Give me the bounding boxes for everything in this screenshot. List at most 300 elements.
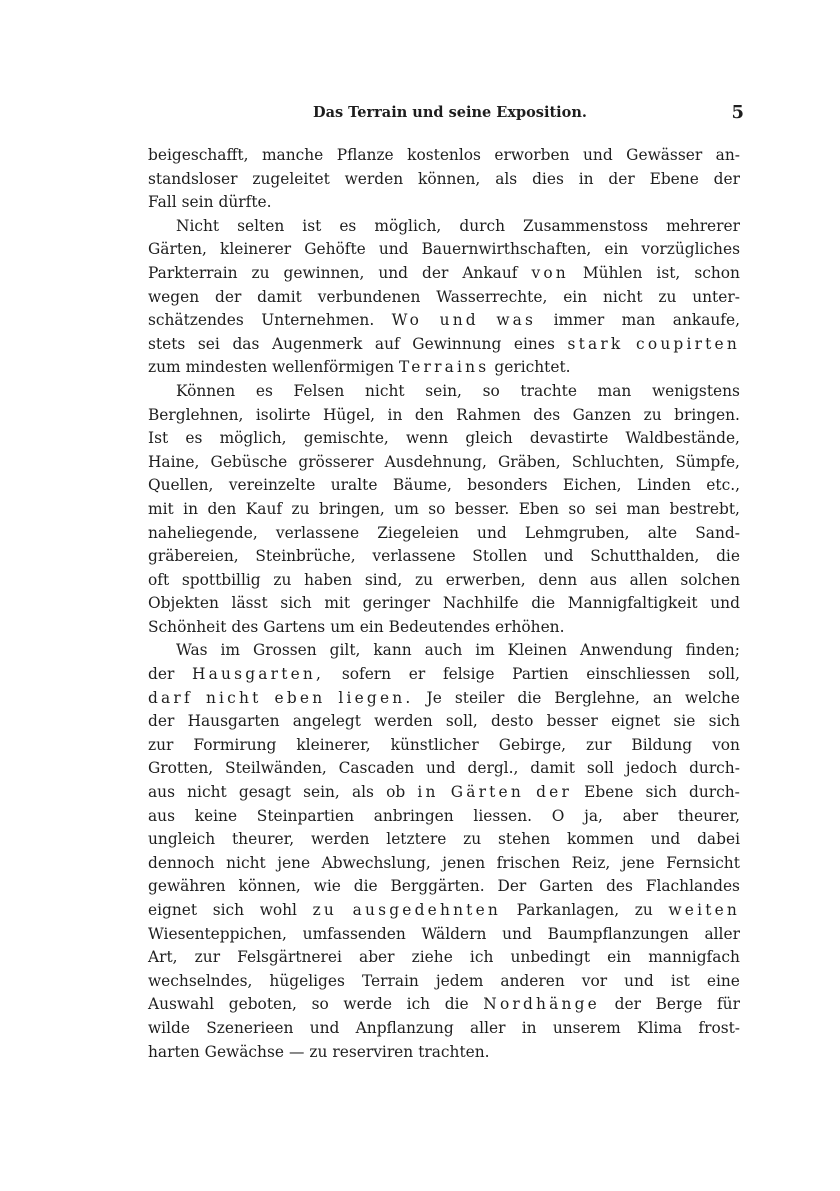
- word: geboten,: [228, 995, 297, 1014]
- word: in: [417, 783, 439, 802]
- word: der: [608, 169, 635, 188]
- word: Je: [426, 688, 442, 707]
- word: sich: [280, 594, 312, 613]
- word: liessen.: [473, 806, 533, 825]
- word: anderen: [500, 971, 565, 990]
- word: ist: [670, 971, 690, 990]
- word: Ganzen: [572, 405, 632, 424]
- word: Terrain: [361, 971, 419, 990]
- word: hügeliges: [269, 971, 345, 990]
- word: so: [568, 499, 586, 518]
- word: zu: [309, 1042, 328, 1061]
- word: Der: [497, 877, 527, 896]
- word: solchen: [680, 570, 740, 589]
- word: Sümpfe,: [675, 452, 740, 471]
- word: und: [502, 924, 532, 943]
- word: steiler: [454, 688, 505, 707]
- word: wegen: [148, 287, 200, 306]
- word: gleich: [465, 429, 513, 448]
- word: Mannigfaltigkeit: [567, 594, 698, 613]
- word: Wäldern: [421, 924, 487, 943]
- word: dürfte.: [218, 193, 272, 212]
- word: mindesten: [185, 358, 268, 377]
- word: Ebene: [649, 169, 699, 188]
- word: wohl: [259, 901, 297, 919]
- word: Wo: [391, 311, 423, 330]
- page-header: [0, 102, 840, 128]
- word: auch: [424, 641, 463, 660]
- word: der: [214, 287, 242, 306]
- word: Stollen: [472, 547, 528, 566]
- word: und: [378, 240, 409, 259]
- text-line: [148, 238, 740, 262]
- word: besser.: [454, 499, 510, 518]
- word: ein: [359, 617, 384, 636]
- word: und: [477, 523, 507, 542]
- word: Eben: [518, 499, 559, 518]
- word: jene: [277, 853, 311, 872]
- text-line: [148, 805, 740, 829]
- word: ungleich: [148, 830, 216, 849]
- word: im: [220, 641, 241, 660]
- word: in: [578, 169, 594, 188]
- text-line: [148, 710, 740, 734]
- word: theurer,: [677, 806, 740, 825]
- word: trachten.: [418, 1042, 490, 1061]
- text-line: [148, 498, 740, 522]
- word: gilt,: [329, 641, 361, 660]
- word: verbundenen: [317, 287, 421, 306]
- word: erwerben,: [445, 570, 526, 589]
- word: Steinpartien: [256, 806, 354, 825]
- word: Gartens: [263, 617, 326, 636]
- word: ich: [406, 995, 431, 1014]
- text-line: [148, 144, 740, 168]
- word: Gewächse: [204, 1042, 284, 1061]
- word: wenn: [406, 429, 449, 448]
- text-line: [148, 899, 740, 923]
- word: zugeleitet: [252, 169, 330, 188]
- word: gerichtet.: [494, 358, 571, 377]
- word: Ziegeleien: [377, 523, 459, 542]
- word: Art,: [148, 948, 178, 967]
- word: sein,: [303, 783, 340, 802]
- word: Sand-: [695, 523, 740, 542]
- word: zum: [148, 358, 181, 377]
- word: gemischte,: [303, 429, 389, 448]
- word: damit: [530, 759, 575, 778]
- word: zu: [312, 901, 338, 919]
- word: zur: [194, 948, 221, 967]
- word: der: [148, 712, 175, 731]
- word: Berggärten.: [390, 877, 485, 896]
- word: und: [439, 311, 479, 330]
- word: Bedeutendes: [388, 617, 491, 636]
- word: aber: [359, 948, 395, 967]
- word: Parkterrain: [148, 263, 238, 282]
- word: welche: [685, 688, 740, 707]
- word: bringen,: [319, 499, 385, 518]
- word: vor: [581, 971, 608, 990]
- word: man: [621, 311, 656, 330]
- word: erworben: [494, 146, 570, 164]
- word: geringer: [362, 594, 431, 613]
- word: devastirte: [529, 429, 609, 448]
- word: stets: [148, 334, 186, 353]
- text-line: [148, 427, 740, 451]
- word: ziehe: [411, 948, 453, 967]
- word: es: [185, 429, 203, 448]
- word: des: [606, 877, 633, 896]
- text-line: [148, 356, 740, 380]
- text-line: [148, 191, 740, 215]
- word: haben: [304, 570, 353, 589]
- word: sich: [708, 712, 740, 731]
- word: eben: [274, 688, 326, 707]
- word: stark: [567, 334, 624, 353]
- text-line: [148, 1041, 740, 1065]
- word: Objekten: [148, 594, 219, 613]
- word: Lehmgruben,: [524, 523, 630, 542]
- word: dies: [532, 169, 564, 188]
- word: Schluchten,: [571, 452, 665, 471]
- word: Anpflanzung: [355, 1018, 454, 1037]
- word: Partien: [512, 665, 569, 684]
- word: Können: [176, 381, 236, 400]
- word: Wiesenteppichen,: [148, 924, 287, 943]
- word: in: [521, 1018, 537, 1037]
- word: Schutthalden,: [590, 547, 700, 566]
- word: denn: [538, 570, 578, 589]
- word: letztere: [386, 830, 447, 849]
- word: wechselndes,: [148, 971, 253, 990]
- word: Berglehnen,: [148, 405, 244, 424]
- word: als: [495, 169, 518, 188]
- word: durch-: [689, 783, 740, 802]
- word: Kauf: [245, 499, 283, 518]
- word: zu: [415, 570, 434, 589]
- word: Nicht: [176, 216, 220, 235]
- word: es: [255, 381, 273, 400]
- word: ist: [302, 216, 322, 235]
- word: beigeschafft,: [148, 146, 249, 164]
- word: ankaufe,: [672, 311, 740, 330]
- word: an: [652, 688, 672, 707]
- word: keine: [194, 806, 238, 825]
- word: schon: [694, 263, 740, 282]
- word: aus: [148, 806, 175, 825]
- word: Grotten,: [148, 759, 214, 778]
- word: ein: [604, 240, 629, 259]
- word: er: [408, 665, 426, 684]
- word: Szenerieen: [206, 1018, 294, 1037]
- word: Ausdehnung,: [384, 452, 487, 471]
- text-line: [148, 592, 740, 616]
- word: man: [626, 499, 661, 518]
- word: den: [414, 405, 444, 424]
- text-line: [148, 309, 740, 333]
- word: Linden: [636, 476, 691, 495]
- text-line: [148, 168, 740, 192]
- word: Pflanze: [336, 146, 394, 164]
- word: aller: [704, 924, 740, 943]
- word: in: [387, 405, 403, 424]
- word: frost-: [698, 1018, 740, 1037]
- text-line: [148, 993, 740, 1017]
- word: immer: [553, 311, 605, 330]
- word: Berge: [655, 995, 703, 1014]
- word: sind,: [364, 570, 403, 589]
- word: Nordhänge: [483, 995, 600, 1014]
- word: um: [330, 617, 355, 636]
- word: und: [378, 263, 409, 282]
- word: möglich,: [219, 429, 287, 448]
- word: coupirten: [636, 334, 740, 353]
- text-line: [148, 404, 740, 428]
- word: die: [444, 995, 469, 1014]
- word: die: [531, 594, 556, 613]
- word: Bäume,: [392, 476, 452, 495]
- word: Gräben,: [498, 452, 561, 471]
- body-text: [148, 144, 740, 1064]
- text-line: [148, 333, 740, 357]
- word: angelegt: [292, 712, 361, 731]
- word: Klima: [637, 1018, 683, 1037]
- word: wenigstens: [651, 381, 740, 400]
- word: Nachhilfe: [442, 594, 519, 613]
- word: Fall: [148, 193, 177, 212]
- word: verlassene: [275, 523, 360, 542]
- word: jene: [621, 853, 655, 872]
- word: können,: [238, 877, 301, 896]
- word: zu: [273, 570, 292, 589]
- text-line: [148, 262, 740, 286]
- word: Waldbestände,: [625, 429, 740, 448]
- text-line: [148, 828, 740, 852]
- word: Fernsicht: [666, 853, 740, 872]
- word: Felsen: [293, 381, 345, 400]
- word: eines: [513, 334, 555, 353]
- word: dennoch: [148, 853, 215, 872]
- word: mit: [148, 499, 174, 518]
- word: mehrerer: [666, 216, 740, 235]
- word: wellenförmigen: [272, 358, 394, 377]
- word: Baumpflanzungen: [547, 924, 689, 943]
- word: ja,: [584, 806, 603, 825]
- word: können,: [418, 169, 481, 188]
- word: bringen.: [674, 405, 740, 424]
- word: im: [475, 641, 495, 660]
- text-line: [148, 474, 740, 498]
- word: zu: [251, 263, 270, 282]
- word: Parkanlagen,: [516, 901, 620, 919]
- word: werden: [374, 712, 433, 731]
- text-line: [148, 215, 740, 239]
- word: einschliessen: [586, 665, 691, 684]
- word: soll,: [708, 665, 740, 684]
- word: Hügel,: [322, 405, 376, 424]
- word: sei: [594, 499, 617, 518]
- text-line: [148, 852, 740, 876]
- word: eignet: [611, 712, 661, 731]
- word: finden;: [685, 641, 740, 660]
- word: so: [428, 499, 446, 518]
- word: Gebüsche: [210, 452, 288, 471]
- word: Augenmerk: [271, 334, 363, 353]
- word: sich: [212, 901, 245, 919]
- word: um: [394, 499, 419, 518]
- word: Gehöfte: [304, 240, 366, 259]
- word: sein: [181, 193, 214, 212]
- word: Hausgarten: [187, 712, 280, 731]
- word: kostenlos: [407, 146, 481, 164]
- word: harten: [148, 1042, 200, 1061]
- word: es: [339, 216, 357, 235]
- word: durch-: [689, 759, 740, 778]
- word: besser: [546, 712, 598, 731]
- page-number: 5: [731, 102, 744, 123]
- word: Mühlen: [582, 263, 643, 282]
- word: werde: [343, 995, 392, 1014]
- word: so: [482, 381, 500, 400]
- word: Was: [176, 641, 208, 660]
- word: erhöhen.: [495, 617, 565, 636]
- word: gesagt: [238, 783, 291, 802]
- word: der: [536, 783, 573, 802]
- word: wie: [313, 877, 341, 896]
- word: Formirung: [193, 735, 277, 754]
- text-line: [148, 1017, 740, 1041]
- word: darf: [148, 688, 193, 707]
- word: der: [422, 263, 449, 282]
- word: liegen.: [338, 688, 414, 707]
- word: nicht: [226, 853, 266, 872]
- word: Haine,: [148, 452, 200, 471]
- word: mit: [324, 594, 351, 613]
- word: sich: [645, 783, 677, 802]
- word: Gewinnung: [412, 334, 502, 353]
- word: unserem: [552, 1018, 621, 1037]
- word: sein,: [425, 381, 462, 400]
- text-line: [148, 781, 740, 805]
- word: soll,: [445, 712, 478, 731]
- word: unbedingt: [510, 948, 591, 967]
- word: weiten: [668, 901, 740, 919]
- word: gräbereien,: [148, 547, 239, 566]
- word: damit: [257, 287, 302, 306]
- text-line: [148, 946, 740, 970]
- word: zu: [634, 901, 653, 919]
- word: stehen: [498, 830, 551, 849]
- word: reserviren: [332, 1042, 414, 1061]
- word: theurer,: [231, 830, 295, 849]
- word: sofern: [341, 665, 392, 684]
- word: Cascaden: [338, 759, 415, 778]
- running-head: Das Terrain und seine Exposition.: [313, 104, 587, 121]
- word: Flachlandes: [645, 877, 740, 896]
- word: umfassenden: [302, 924, 406, 943]
- text-line: [148, 875, 740, 899]
- word: Schönheit: [148, 617, 227, 636]
- text-line: [148, 687, 740, 711]
- word: Bildung: [631, 735, 693, 754]
- text-line: [148, 663, 740, 687]
- word: selten: [237, 216, 285, 235]
- word: kann: [373, 641, 412, 660]
- word: Gärten,: [148, 240, 207, 259]
- word: gewähren: [148, 877, 226, 896]
- word: bestrebt,: [669, 499, 740, 518]
- word: nicht: [205, 688, 262, 707]
- text-line: [148, 545, 740, 569]
- word: mannigfach: [648, 948, 740, 967]
- word: ich: [469, 948, 494, 967]
- word: und: [425, 759, 456, 778]
- word: des: [231, 617, 259, 636]
- word: ist,: [656, 263, 681, 282]
- word: Bauernwirthschaften,: [421, 240, 592, 259]
- word: die: [353, 877, 378, 896]
- word: aus: [148, 783, 175, 802]
- word: werden: [310, 830, 370, 849]
- word: und: [309, 1018, 340, 1037]
- word: —: [288, 1042, 305, 1061]
- word: was: [496, 311, 537, 330]
- word: isolirte: [255, 405, 311, 424]
- word: Ist: [148, 429, 169, 448]
- word: dergl.,: [467, 759, 519, 778]
- word: dabei: [697, 830, 740, 849]
- word: anbringen: [373, 806, 454, 825]
- word: Ebene: [584, 783, 634, 802]
- word: gewinnen,: [283, 263, 365, 282]
- word: Garten: [539, 877, 594, 896]
- word: aber: [622, 806, 659, 825]
- word: man: [597, 381, 632, 400]
- word: Gärten: [450, 783, 524, 802]
- word: Grossen: [252, 641, 317, 660]
- word: oft: [148, 570, 170, 589]
- word: und: [710, 594, 740, 613]
- word: wilde: [148, 1018, 190, 1037]
- text-line: [148, 616, 740, 640]
- word: naheliegende,: [148, 523, 258, 542]
- word: ausgedehnten: [352, 901, 501, 919]
- word: und: [583, 146, 613, 164]
- text-line: [148, 923, 740, 947]
- word: manche: [261, 146, 324, 164]
- word: als: [351, 783, 374, 802]
- word: Unternehmen.: [261, 311, 375, 330]
- word: trachte: [520, 381, 577, 400]
- word: O: [551, 806, 565, 825]
- word: Ankauf: [462, 263, 518, 282]
- word: durch: [459, 216, 505, 235]
- word: aller: [469, 1018, 506, 1037]
- word: der: [713, 169, 740, 188]
- text-line: [148, 757, 740, 781]
- word: an-: [715, 146, 740, 164]
- word: den: [207, 499, 237, 518]
- word: zur: [148, 735, 174, 754]
- word: soll: [586, 759, 614, 778]
- word: der: [614, 995, 641, 1014]
- word: künstlicher: [390, 735, 479, 754]
- word: Rahmen: [456, 405, 521, 424]
- text-line: [148, 734, 740, 758]
- text-line: [148, 522, 740, 546]
- word: Kleinen: [507, 641, 568, 660]
